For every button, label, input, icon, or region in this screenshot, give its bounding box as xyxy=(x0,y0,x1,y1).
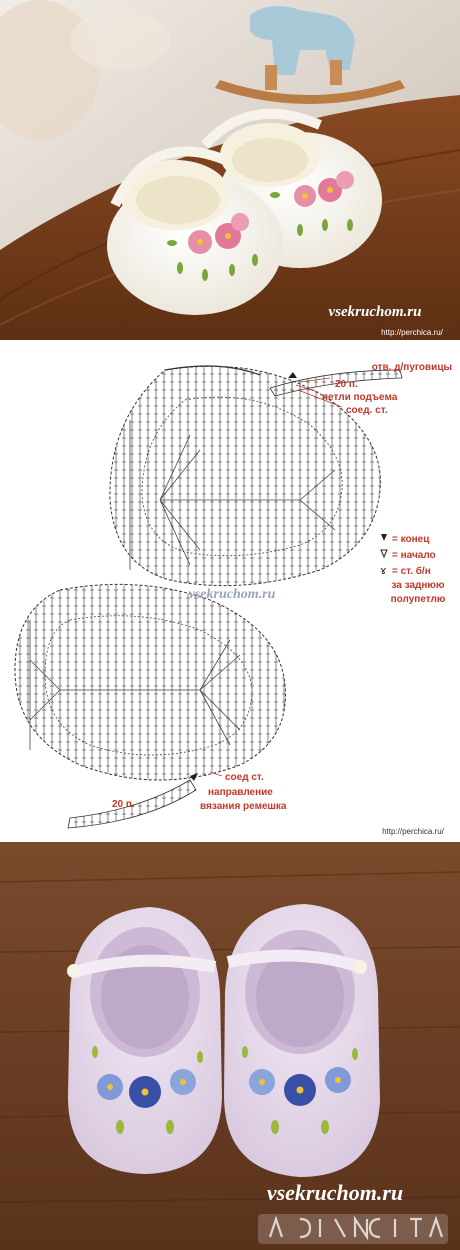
lilac-bootie-left xyxy=(67,907,222,1174)
label-chain-count-upper: 20 п. xyxy=(335,379,358,390)
symbol-legend xyxy=(380,534,446,605)
label-slip-stitch-lower: соед ст. xyxy=(225,772,264,783)
top-photo-url: http://perchica.ru/ xyxy=(381,328,443,337)
legend-end: = конец xyxy=(392,534,430,545)
end-symbol xyxy=(381,534,387,541)
label-slip-stitch-upper: соед. ст. xyxy=(346,405,388,416)
button-icon xyxy=(353,960,367,974)
label-direction-line1: направление xyxy=(208,787,273,798)
lilac-bootie-right xyxy=(224,904,380,1177)
lower-sole-chart xyxy=(15,584,285,780)
back-loop-sc-symbol: ɤ xyxy=(380,564,387,577)
bottom-photo-watermark: vsekruchom.ru xyxy=(266,1180,404,1205)
diagram-url: http://perchica.ru/ xyxy=(382,827,444,836)
diagram-watermark: vsekruchom.ru xyxy=(188,587,276,602)
top-photo-cream-booties xyxy=(0,0,460,340)
start-symbol xyxy=(381,550,387,557)
site-logo-watermark xyxy=(258,1214,448,1244)
top-photo-illustration xyxy=(0,0,460,340)
button-icon xyxy=(67,964,81,978)
crochet-diagram xyxy=(0,340,460,842)
label-turning-loops: петли подъема xyxy=(322,392,398,403)
legend-sc-line3: полупетлю xyxy=(390,594,446,605)
bottom-photo-illustration xyxy=(0,842,460,1250)
bottom-photo-lilac-booties xyxy=(0,842,460,1250)
label-buttonhole: отв. д/пуговицы xyxy=(371,362,452,373)
label-direction-line2: вязания ремешка xyxy=(200,801,287,812)
crochet-diagram-svg xyxy=(0,340,460,842)
top-photo-watermark: vsekruchom.ru xyxy=(328,304,422,320)
legend-sc-line1: = ст. б/н xyxy=(392,566,431,577)
legend-sc-line2: за заднюю xyxy=(391,580,445,591)
label-chain-count-lower: 20 п. xyxy=(112,799,135,810)
legend-start: = начало xyxy=(392,550,436,561)
